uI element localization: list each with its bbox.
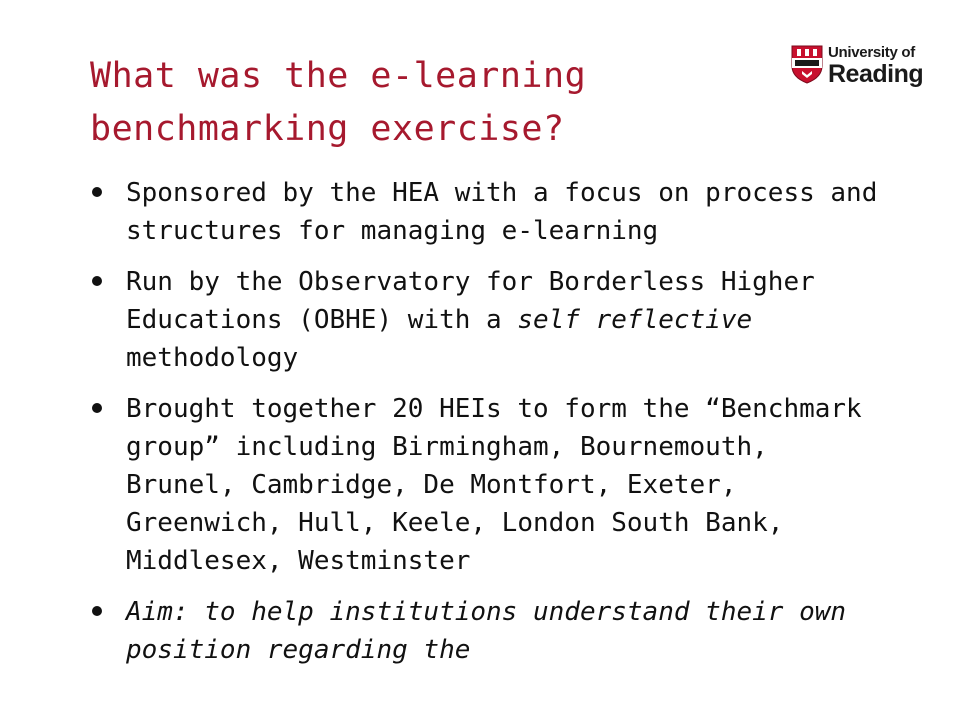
slide-title — [90, 50, 750, 156]
bullet-text: Sponsored by the HEA with a focus on process and structures for managing e-learning — [126, 178, 878, 246]
bullet-item — [90, 593, 890, 669]
bullet-icon — [92, 276, 102, 286]
bullet-icon — [92, 606, 102, 616]
bullet-icon — [92, 187, 102, 197]
logo-reading: Reading — [828, 60, 924, 88]
bullet-icon — [92, 403, 102, 413]
university-logo — [790, 44, 924, 90]
slide-title-line-1: What was the e-learning — [90, 56, 587, 96]
university-crest-icon — [790, 44, 824, 84]
slide-title-line-2: benchmarking exercise? — [90, 109, 565, 149]
bullet-item — [90, 174, 890, 250]
bullet-text — [126, 267, 815, 373]
bullet-list — [90, 174, 890, 682]
bullet-item — [90, 263, 890, 377]
bullet-text-part: methodology — [126, 343, 299, 373]
bullet-text: Aim: to help institutions understand their own position regarding the — [126, 597, 847, 665]
bullet-text: Brought together 20 HEIs to form the “Benchmark group” including Birmingham, Bournemouth, Brunel, Cambridge, De Montfort, Exeter, Greenwich, Hull, Keele, London South Bank, Middlesex, Westminster — [126, 394, 862, 576]
bullet-text-part: Run by the Observatory for Borderless Higher Educations (OBHE) with a — [126, 267, 815, 335]
bullet-text-emphasis: self reflective — [517, 305, 753, 335]
logo-university-of: University of — [828, 44, 915, 61]
bullet-item — [90, 390, 890, 580]
